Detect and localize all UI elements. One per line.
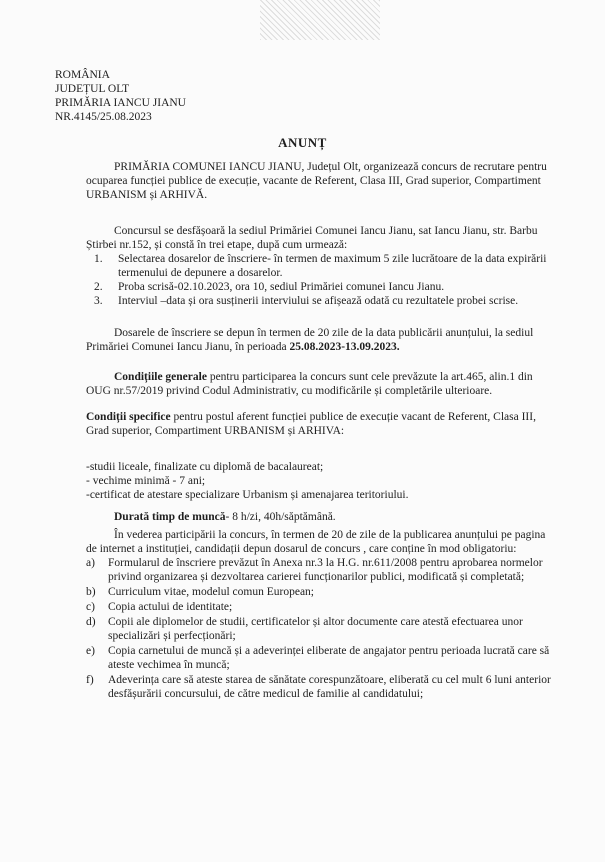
conditii-specifice-text <box>86 410 556 438</box>
list-item <box>86 644 556 672</box>
list-item <box>86 556 556 584</box>
list-letter: e) <box>86 645 95 657</box>
document-title: ANUNȚ <box>278 135 327 150</box>
concurs-section <box>86 224 556 308</box>
scan-noise <box>260 0 380 40</box>
dosar-section <box>86 528 556 702</box>
list-text: Formularul de înscriere prevăzut în Anexa nr.3 la H.G. nr.611/2008 pentru aprobarea normelor privind organizarea și dezvoltarea carierei funcționarilor publici, modificată și completată; <box>108 557 543 583</box>
conditii-specifice-label: Condiții specifice <box>86 411 171 423</box>
documente-list <box>86 556 556 701</box>
list-number: 1. <box>94 253 103 265</box>
header-line-country: ROMÂNIA <box>55 69 110 81</box>
concurs-intro-text: Concursul se desfășoară la sediul Primăriei Comunei Iancu Jianu, sat Iancu Jianu, str. Barbu Știrbei nr.152, și constă în trei etape, după cum urmează: <box>86 225 538 251</box>
list-item <box>86 673 556 701</box>
list-text: Curriculum vitae, modelul comun European; <box>108 586 314 598</box>
list-text: Copia carnetului de muncă și a adeverinței eliberate de angajator pentru perioada lucrată care să ateste vechimea în muncă; <box>108 645 550 671</box>
list-letter: f) <box>86 674 94 686</box>
conditii-specifice-section <box>86 410 556 438</box>
list-text: Copii ale diplomelor de studii, certificatelor și altor documente care atestă efectuarea unor specializări și perfecționări; <box>108 616 523 642</box>
list-item <box>86 615 556 643</box>
conditii-specifice-list <box>86 460 556 502</box>
header-line-county: JUDEȚUL OLT <box>55 83 130 95</box>
document-header <box>55 68 186 124</box>
intro-paragraph <box>86 160 556 202</box>
list-number: 3. <box>94 295 103 307</box>
intro-text: PRIMĂRIA COMUNEI IANCU JIANU, Județul Olt, organizează concurs de recrutare pentru ocuparea funcției publice de execuție, vacante de Referent, Clasa III, Grad superior, Compartiment URBANISM și ARHIVĂ. <box>86 161 547 201</box>
list-text: Proba scrisă-02.10.2023, ora 10, sediul Primăriei comunei Iancu Jianu. <box>118 281 445 293</box>
list-text: Selectarea dosarelor de înscriere- în termen de maximum 5 zile lucrătoare de la data expirării termenului de depunere a dosarelor. <box>118 253 547 279</box>
dosare-period: 25.08.2023-13.09.2023. <box>289 341 400 353</box>
header-line-registration-number: NR.4145/25.08.2023 <box>55 111 152 123</box>
list-letter: a) <box>86 557 95 569</box>
list-item <box>94 252 556 280</box>
durata-section <box>86 510 556 524</box>
list-text: Interviul –data și ora susținerii interviului se afișează odată cu rezultatele probei scrise. <box>118 295 519 307</box>
dosar-intro-text: În vederea participării la concurs, în termen de 20 de zile de la publicarea anunțului pe pagina de internet a instituției, candidații depun dosarul de concurs , care conține în mod obligatoriu: <box>86 529 546 555</box>
list-text: Copia actului de identitate; <box>108 601 233 613</box>
conditii-specifice-body: pentru postul aferent funcției publice de execuție vacant de Referent, Clasa III, Grad superior, Compartiment URBANISM și ARHIVA: <box>86 411 536 437</box>
list-item <box>86 600 556 614</box>
list-number: 2. <box>94 281 103 293</box>
etape-list <box>86 252 556 308</box>
conditii-generale-label: Condițiile generale <box>114 371 207 383</box>
conditii-generale-section <box>86 370 556 398</box>
list-item: -studii liceale, finalizate cu diplomă de bacalaureat; <box>86 461 324 473</box>
durata-label: Durată timp de muncă <box>114 511 226 523</box>
conditii-generale-body: pentru participarea la concurs sunt cele prevăzute la art.465, alin.1 din OUG nr.57/2019 privind Codul Administrativ, cu modificările și completările ulterioare. <box>86 371 533 397</box>
list-item <box>94 294 556 308</box>
conditii-generale-text <box>86 370 556 398</box>
list-item: -certificat de atestare specializare Urbanism și amenajarea teritoriului. <box>86 489 409 501</box>
list-letter: c) <box>86 601 95 613</box>
list-letter: b) <box>86 586 96 598</box>
list-item <box>94 280 556 294</box>
dosare-body: Dosarele de înscriere se depun în termen de 20 zile de la data publicării anunțului, la sediul Primăriei Comunei Iancu Jianu, în perioada <box>86 327 534 353</box>
list-item: - vechime minimă - 7 ani; <box>86 475 206 487</box>
list-text: Adeverința care să ateste starea de sănătate corespunzătoare, eliberată cu cel mult 6 luni anterior desfășurării concursului, de către medicul de familie al candidatului; <box>108 674 551 700</box>
header-line-institution: PRIMĂRIA IANCU JIANU <box>55 97 186 109</box>
dosare-section <box>86 326 556 354</box>
durata-text <box>86 510 556 524</box>
durata-body: - 8 h/zi, 40h/săptămână. <box>225 511 336 523</box>
list-letter: d) <box>86 616 96 628</box>
dosare-text <box>86 326 556 354</box>
list-item <box>86 585 556 599</box>
